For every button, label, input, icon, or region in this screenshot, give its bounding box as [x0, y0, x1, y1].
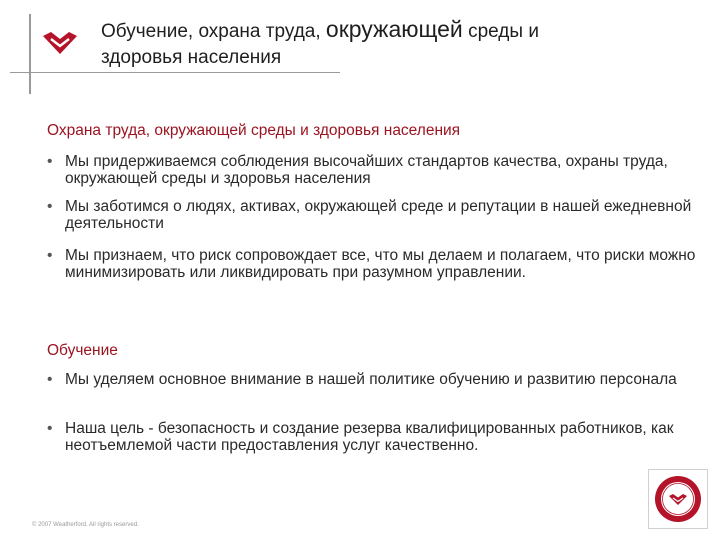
title-line-2: здоровья населения [101, 47, 282, 68]
company-seal-icon [653, 474, 703, 524]
copyright-footer: © 2007 Weatherford. All rights reserved. [32, 522, 139, 528]
bullet-text: Мы уделяем основное внимание в нашей политике обучению и развитию персонала [65, 371, 677, 388]
bullet-item [47, 247, 697, 281]
bullet-item [47, 420, 697, 454]
title-text-1: Обучение, охрана труда, [101, 21, 326, 42]
vertical-rule [29, 14, 31, 94]
badge-frame [648, 469, 708, 529]
page-title [101, 16, 701, 71]
bullet-item [47, 153, 697, 187]
bullet-dot: • [47, 371, 53, 388]
heart-logo-icon [41, 30, 79, 56]
section-heading-training: Обучение [47, 342, 118, 359]
bullet-dot: • [47, 247, 53, 264]
bullet-dot: • [47, 198, 53, 215]
title-text-2: среды и [462, 21, 539, 42]
bullet-text: Мы заботимся о людях, активах, окружающей среде и репутации в нашей ежедневной деятельности [65, 198, 692, 232]
bullet-item [47, 371, 697, 388]
horizontal-rule [10, 72, 340, 73]
section-heading-safety: Охрана труда, окружающей среды и здоровья населения [47, 122, 461, 139]
bullet-text: Наша цель - безопасность и создание резерва квалифицированных работников, как неотъемлемой части предоставления услуг качественно. [65, 420, 674, 454]
bullet-item [47, 198, 697, 232]
bullet-text: Мы придерживаемся соблюдения высочайших стандартов качества, охраны труда, окружающей среды и здоровья населения [65, 153, 668, 187]
title-text-big: окружающей [325, 16, 463, 42]
bullet-dot: • [47, 153, 53, 170]
bullet-dot: • [47, 420, 53, 437]
bullet-text: Мы признаем, что риск сопровождает все, что мы делаем и полагаем, что риски можно минимизировать или ликвидировать при разумном управлении. [65, 247, 696, 281]
